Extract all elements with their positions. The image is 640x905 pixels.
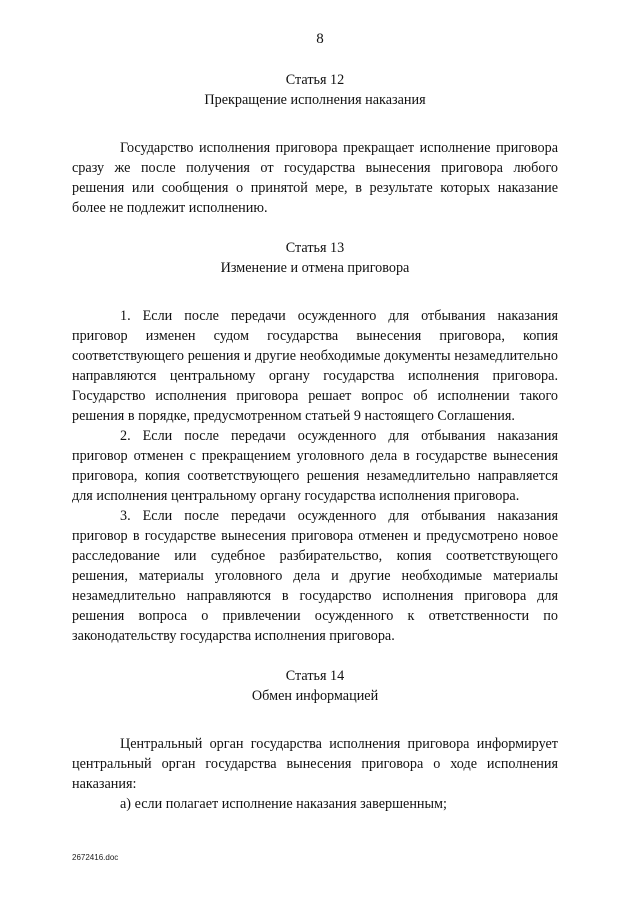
list-item: а) если полагает исполнение наказания завершенным; [120,796,447,812]
article-title: Прекращение исполнения наказания [204,92,426,108]
article-heading: Статья 12 [285,72,345,88]
article-heading: Статья 13 [285,240,345,256]
paragraph: 1. Если после передачи осужденного для отбывания наказания приговор изменен судом государства вынесения приговора, копия соответствующего решения и другие необходимые документы незамедлительно направляются центральному органу государства исполнения приговора. Государство исполнения приговора решает вопрос об исполнении такого решения в порядке, предусмотренном статьей 9 настоящего Соглашения. [72,308,558,424]
article-12 [72,70,558,218]
article-heading: Статья 14 [285,668,345,684]
paragraph: 3. Если после передачи осужденного для отбывания наказания приговор в государстве вынесения приговора отменен и предусмотрено новое расследование или судебное разбирательство, копия соответствующего решения, материалы уголовного дела и другие необходимые материалы незамедлительно направляются в государство исполнения приговора для решения вопроса о привлечении осужденного к ответственности по законодательству государства исполнения приговора. [72,508,558,644]
article-13 [72,238,558,646]
paragraph: Центральный орган государства исполнения приговора информирует центральный орган государства вынесения приговора о ходе исполнения наказания: [72,736,558,792]
article-14 [72,666,558,814]
page-number: 8 [316,31,324,47]
paragraph: 2. Если после передачи осужденного для отбывания наказания приговор отменен с прекращением уголовного дела в государстве вынесения приговора, копия соответствующего решения незамедлительно направляется для исполнения центральному органу государства исполнения приговора. [72,428,558,504]
footer-filename: 2672416.doc [72,853,119,862]
paragraph: Государство исполнения приговора прекращает исполнение приговора сразу же после получения от государства вынесения приговора любого решения или сообщения о принятой мере, в результате которых наказание более не подлежит исполнению. [72,140,558,216]
article-title: Изменение и отмена приговора [220,260,410,276]
document-body [72,70,558,814]
article-title: Обмен информацией [251,688,379,704]
